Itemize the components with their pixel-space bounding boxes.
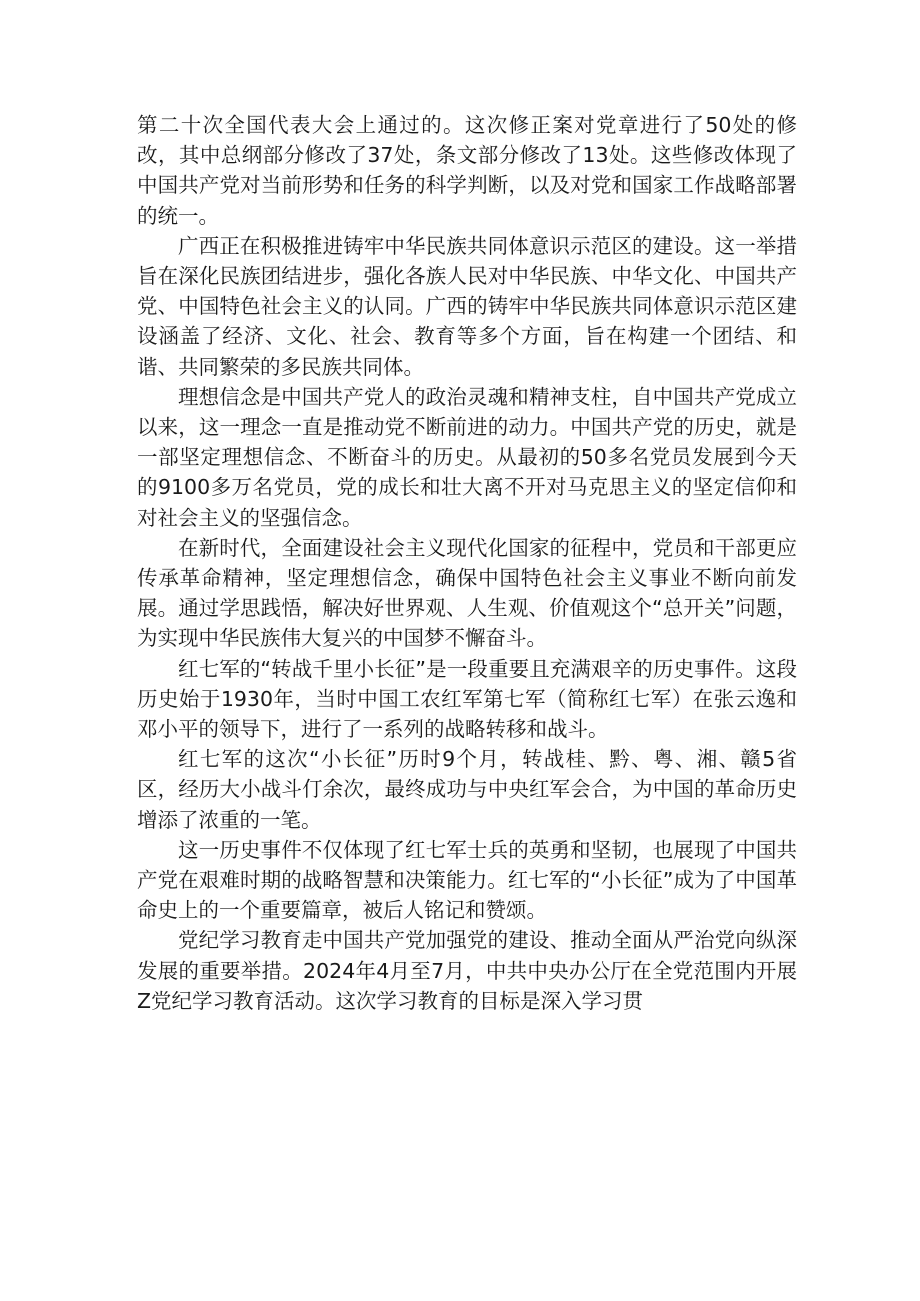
paragraph-3: 理想信念是中国共产党人的政治灵魂和精神支柱，自中国共产党成立以来，这一理念一直是推动党不断前进的动力。中国共产党的历史，就是一部坚定理想信念、不断奋斗的历史。从最初的50多名党员发展到今天的9100多万名党员，党的成长和壮大离不开对马克思主义的坚定信仰和对社会主义的坚强信念。: [137, 384, 797, 530]
paragraph-7: 这一历史事件不仅体现了红七军士兵的英勇和坚韧，也展现了中国共产党在艰难时期的战略智慧和决策能力。红七军的“小长征”成为了中国革命史上的一个重要篇章，被后人铭记和赞颂。: [137, 837, 797, 923]
paragraph-6: 红七军的这次“小长征”历时9个月，转战桂、黔、粤、湘、赣5省区，经历大小战斗仃余次，最终成功与中央红军会合，为中国的革命历史增添了浓重的一笔。: [137, 747, 797, 832]
paragraph-4: 在新时代，全面建设社会主义现代化国家的征程中，党员和干部更应传承革命精神，坚定理想信念，确保中国特色社会主义事业不断向前发展。通过学思践悟，解决好世界观、人生观、价值观这个“总开关”问题，为实现中华民族伟大复兴的中国梦不懈奋斗。: [137, 535, 797, 651]
document-page: [137, 110, 797, 1016]
paragraph-8: 党纪学习教育走中国共产党加强党的建设、推动全面从严治党向纵深发展的重要举措。2024年4月至7月，中共中央办公厅在全党范围内开展Z党纪学习教育活动。这次学习教育的目标是深入学习贯: [137, 928, 797, 1013]
paragraph-1: 第二十次全国代表大会上通过的。这次修正案对党章进行了50处的修改，其中总纲部分修改了37处，条文部分修改了13处。这些修改体现了中国共产党对当前形势和任务的科学判断，以及对党和国家工作战略部署的统一。: [137, 113, 797, 228]
paragraph-2: 广西正在积极推进铸牢中华民族共同体意识示范区的建设。这一举措旨在深化民族团结进步，强化各族人民对中华民族、中华文化、中国共产党、中国特色社会主义的认同。广西的铸牢中华民族共同体意识示范区建设涵盖了经济、文化、社会、教育等多个方面，旨在构建一个团结、和谐、共同繁荣的多民族共同体。: [137, 233, 797, 379]
paragraph-5: 红七军的“转战千里小长征”是一段重要且充满艰辛的历史事件。这段历史始于1930年，当时中国工农红军第七军（简称红七军）在张云逸和邓小平的领导下，进行了一系列的战略转移和战斗。: [137, 656, 797, 742]
